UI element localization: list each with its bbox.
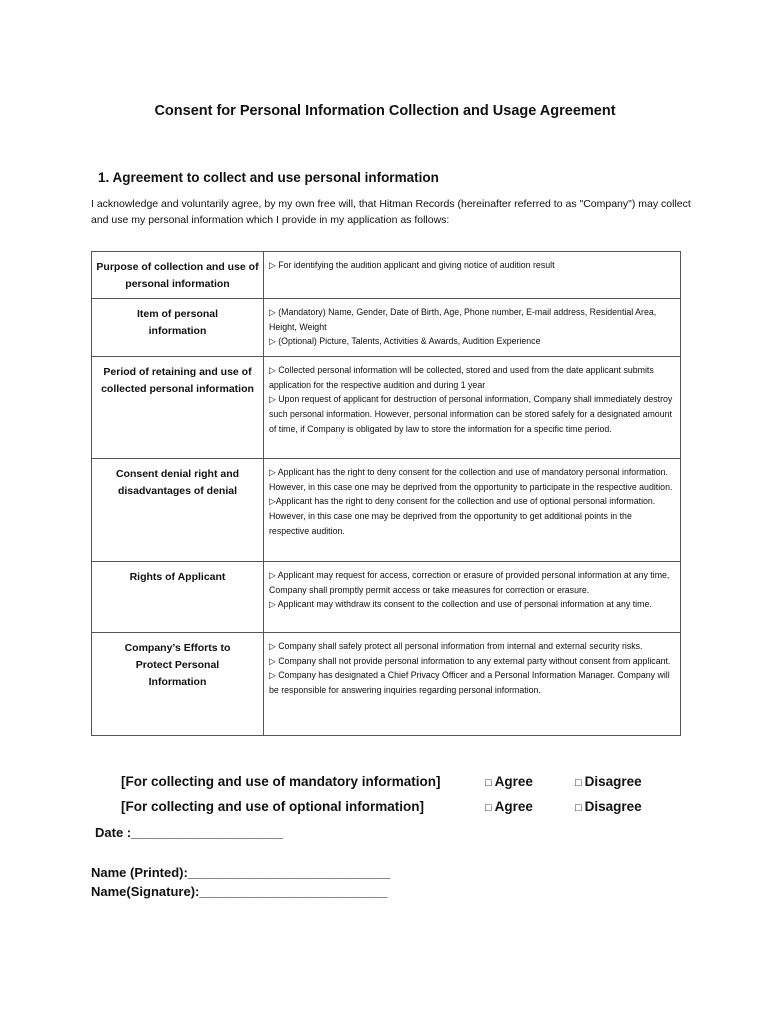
row-label — [92, 299, 264, 357]
row-label — [92, 633, 264, 736]
row-label — [92, 357, 264, 459]
name-signature-field[interactable]: Name(Signature):__________________________ — [91, 884, 388, 899]
optional-agree-option[interactable] — [485, 799, 533, 814]
mandatory-consent-label: [For collecting and use of mandatory information] — [121, 774, 441, 789]
date-field[interactable]: Date :_____________________ — [95, 825, 283, 840]
row-label: Rights of Applicant — [92, 562, 264, 633]
row-label: Purpose of collection and use of personal information — [92, 252, 264, 299]
optional-consent-row — [121, 799, 661, 819]
agree-label: Agree — [494, 799, 533, 814]
consent-info-table — [91, 251, 681, 736]
detail-line: ▷Applicant has the right to deny consent for the collection and use of optional personal information. However, in this case one may be deprived from the opportunity to get additional points in the respective audition. — [269, 496, 656, 536]
mandatory-consent-row — [121, 774, 661, 794]
disagree-label: Disagree — [584, 799, 642, 814]
table-row — [92, 633, 681, 736]
row-detail — [264, 562, 681, 633]
row-detail — [264, 252, 681, 299]
detail-line: ▷ Applicant may request for access, correction or erasure of provided personal information at any time, Company shall promptly permit access or take measures for correction or erasure. — [269, 570, 670, 595]
row-label: Consent denial right and disadvantages of denial — [92, 459, 264, 562]
name-printed-field[interactable]: Name (Printed):____________________________ — [91, 865, 391, 880]
checkbox-icon[interactable]: □ — [575, 802, 582, 814]
detail-line: ▷ Applicant has the right to deny consent for the collection and use of mandatory personal information. However, in this case one may be deprived from the opportunity to participate in the respective audition. — [269, 467, 673, 492]
table-row — [92, 459, 681, 562]
detail-line: ▷ (Optional) Picture, Talents, Activities & Awards, Audition Experience — [269, 336, 541, 347]
row-label-text: Period of retaining and use of collected personal information — [101, 366, 254, 395]
detail-line: ▷ For identifying the audition applicant and giving notice of audition result — [269, 260, 555, 270]
mandatory-agree-option[interactable] — [485, 774, 533, 789]
detail-line: ▷ (Mandatory) Name, Gender, Date of Birth, Age, Phone number, E-mail address, Residential Area, Height, Weight — [269, 307, 657, 332]
checkbox-icon[interactable]: □ — [485, 802, 492, 814]
checkbox-icon[interactable]: □ — [485, 777, 492, 789]
row-label-text: Company’s Efforts to Protect Personal Information — [124, 642, 231, 688]
document-title: Consent for Personal Information Collection and Usage Agreement — [154, 103, 616, 119]
row-detail — [264, 633, 681, 736]
optional-consent-label: [For collecting and use of optional information] — [121, 799, 424, 814]
detail-line: ▷ Company shall not provide personal information to any external party without consent from applicant. — [269, 655, 671, 666]
detail-line: ▷ Collected personal information will be collected, stored and used from the date applicant submits application for the respective audition and during 1 year — [269, 365, 654, 390]
disagree-label: Disagree — [584, 774, 642, 789]
detail-line: ▷ Applicant may withdraw its consent to the collection and use of personal information at any time. — [269, 599, 652, 610]
table-row — [92, 562, 681, 633]
row-detail — [264, 459, 681, 562]
table-row — [92, 299, 681, 357]
row-detail — [264, 357, 681, 459]
section-heading: 1. Agreement to collect and use personal information — [98, 170, 439, 185]
table-row — [92, 252, 681, 299]
row-label-text: Item of personal information — [136, 308, 219, 337]
mandatory-disagree-option[interactable] — [575, 774, 642, 789]
table-row — [92, 357, 681, 459]
detail-line: ▷ Company shall safely protect all personal information from internal and external security risks. — [269, 641, 643, 651]
checkbox-icon[interactable]: □ — [575, 777, 582, 789]
optional-disagree-option[interactable] — [575, 799, 642, 814]
agree-label: Agree — [494, 774, 533, 789]
row-detail — [264, 299, 681, 357]
intro-paragraph: I acknowledge and voluntarily agree, by my own free will, that Hitman Records (hereinafter referred to as "Company") may collect and use my personal information which I provide in my application as follows: — [91, 198, 691, 226]
detail-line: ▷ Upon request of applicant for destruction of personal information, Company shall immediately destroy such personal information. However, personal information can be stored safely for a designated amount of time, if Company is obligated by law to store the information for a specific time period. — [269, 394, 673, 434]
detail-line: ▷ Company has designated a Chief Privacy Officer and a Personal Information Manager. Company will be responsible for answering inquiries regarding personal information. — [269, 670, 670, 696]
